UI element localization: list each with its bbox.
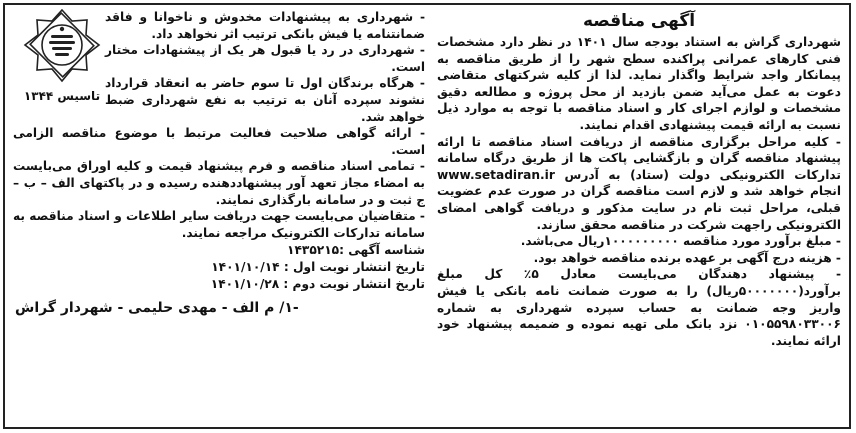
notice-item-2: - مبلغ برآورد مورد مناقصه ۱۰۰۰۰۰۰۰۰۰ریال می‌باشد. xyxy=(520,234,841,249)
notice-title: آگهی مناقصه xyxy=(582,11,696,31)
notice-item-6: - شهرداری در رد یا قبول هر یک از پیشنهادات مختار است. xyxy=(105,43,425,74)
notice-item-4: - پیشنهاد دهندگان می‌بایست معادل ۵٪ کل مبلغ برآورد(۵۰۰۰۰۰۰۰ریال) را به صورت ضمانت نامه بانکی یا فیش واریز وجه ضمانت به حساب سپرده شهرداری به شماره ۰۱۰۵۵۹۸۰۳۳۰۰۶ نزد بانک ملی تهیه نموده و ضمیمه پیشنهاد خود ارائه نمایند. xyxy=(437,267,841,348)
notice-item-3: - هزینه درج آگهی بر عهده برنده مناقصه خواهد بود. xyxy=(533,250,841,265)
notice-item-9: - تمامی اسناد مناقصه و فرم پیشنهاد قیمت و کلیه اوراق می‌بایست به امضاء مجاز تعهد آور پیشنهاددهنده رسیده و در پاکتهای الف – ب – ج ثبت و در سامانه بارگذاری نمایند. xyxy=(13,159,425,207)
website-link[interactable]: www.setadiran.ir xyxy=(437,167,555,182)
logo-established-text: تاسیس ۱۳۴۴ xyxy=(23,89,101,103)
notice-frame xyxy=(3,3,851,429)
notice-item-5: - شهرداری به پیشنهادات مخدوش و ناخوانا و فاقد ضمانتنامه یا فیش بانکی ترتیب اثر نخواهد داد. xyxy=(105,10,425,41)
notice-item-1-text-after: انجام خواهد شد و لازم است مناقصه گران در صورت عدم عضویت قبلی، مراحل ثبت نام در سایت مذکور و دریافت گواهی امضای الکترونیکی راجهت شرکت در مناقصه محقق سازند. xyxy=(437,184,841,232)
notice-item-7: - هرگاه برندگان اول تا سوم حاضر به انعقاد قرارداد نشوند سپرده آنان به ترتیب به نفع شهرداری ضبط خواهد شد. xyxy=(105,76,425,124)
notice-item-1-text-before: - کلیه مراحل برگزاری مناقصه از دریافت اسناد مناقصه تا ارائه پیشنهاد مناقصه گران و بازگشایی پاکت ها از طریق درگاه سامانه تدارکات الکترونیکی دولت (ستاد) به آدرس xyxy=(437,134,841,182)
municipality-emblem-icon xyxy=(19,9,105,87)
notice-item-1 xyxy=(437,134,841,234)
first-publication-date: تاریخ انتشار نوبت اول : ۱۴۰۱/۱۰/۱۴ xyxy=(211,259,425,274)
notice-item-8: - ارائه گواهی صلاحیت فعالیت مرتبط با موضوع مناقصه الزامی است. xyxy=(13,126,425,157)
signature-line: -۱/ م الف - مهدی حلیمی - شهردار گراش xyxy=(15,300,299,317)
notice-item-10: - متقاضیان می‌بایست جهت دریافت سایر اطلاعات و اسناد مناقصه به سامانه تدارکات الکترونیک مراجعه نمایند. xyxy=(13,209,425,240)
ad-id: شناسه آگهی :۱۴۳۵۲۱۵ xyxy=(287,243,425,258)
notice-right-column xyxy=(437,9,841,423)
notice-intro: شهرداری گراش به استناد بودجه سال ۱۴۰۱ در نظر دارد مشخصات فنی کارهای عمرانی پراکنده سطح شهر را از طریق مناقصه به پیمانکار واجد شرایط واگذار نماید. لذا از کلیه شرکتهای متقاضی دعوت به عمل می‌آید ضمن بازدید از محل پروژه و مطالعه دقیق مشخصات و لوازم اجرای کار و اسناد مناقصه با توجه به موارد ذیل نسبت به ارائه قیمت پیشنهادی اقدام نمایند. xyxy=(437,35,841,132)
municipality-logo xyxy=(19,9,105,103)
second-publication-date: تاریخ انتشار نوبت دوم : ۱۴۰۱/۱۰/۲۸ xyxy=(210,276,425,291)
notice-left-column xyxy=(13,9,425,423)
